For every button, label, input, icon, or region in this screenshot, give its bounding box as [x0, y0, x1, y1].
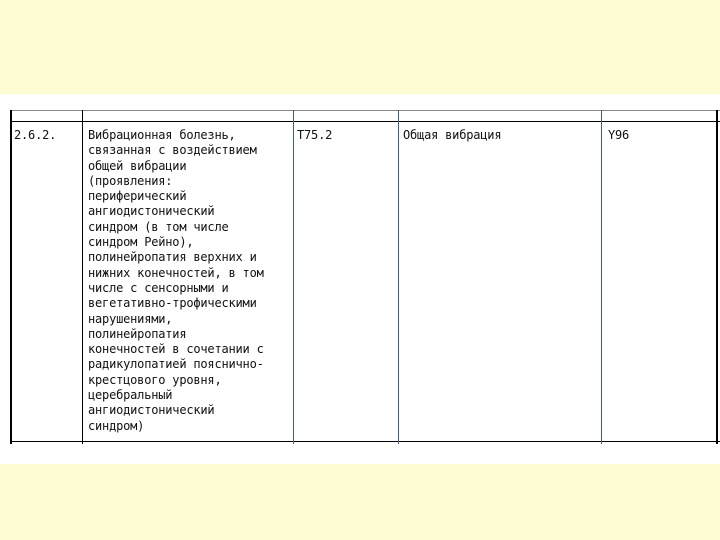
- document-sheet: [0, 94, 720, 464]
- table-top-border: [10, 110, 720, 111]
- column-divider: [398, 110, 399, 444]
- table-left-border: [10, 110, 12, 444]
- table-row-top-border: [10, 121, 720, 122]
- table-row-bottom-border: [10, 441, 720, 442]
- external-cause-code-cell: Y96: [608, 128, 630, 142]
- table-right-border: [716, 110, 718, 444]
- row-number-cell: 2.6.2.: [14, 128, 57, 142]
- column-divider: [82, 110, 83, 444]
- disease-description-cell: Вибрационная болезнь, связанная с воздействием общей вибрации (проявления: периферический ангиодистонический синдром (в том числе синдром Рейно), полинейропатия верхних и нижних конечностей, в том числе с сенсорными и вегетативно-трофическими нарушениями, полинейропатия конечностей в сочетании с радикулопатией пояснично- крестцового уровня, церебральный ангиодистонический синдром): [88, 128, 264, 433]
- harmful-factor-cell: Общая вибрация: [403, 128, 502, 142]
- icd-code-cell: T75.2: [297, 128, 333, 142]
- column-divider: [601, 110, 602, 444]
